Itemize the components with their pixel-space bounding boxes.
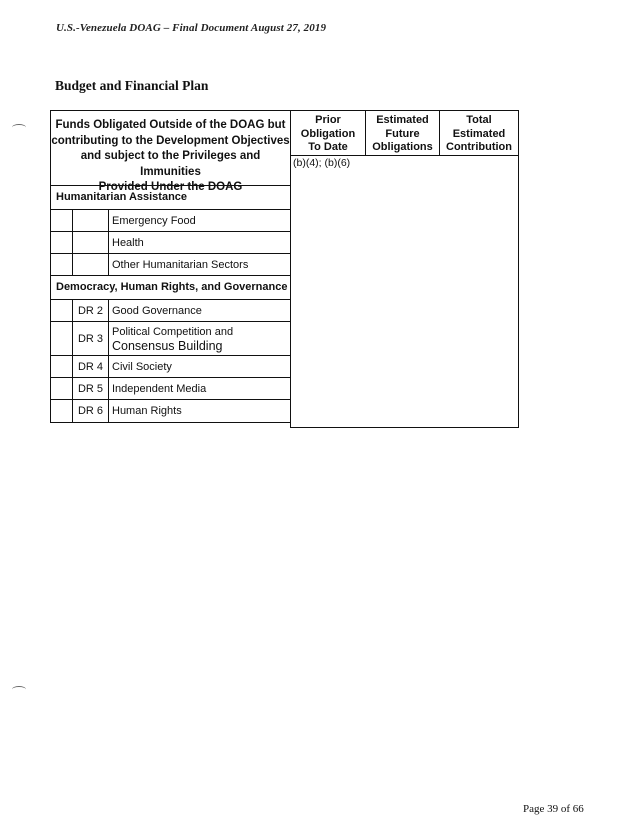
table-row (51, 232, 290, 254)
column-total-estimated: Total Estimated Contribution (439, 111, 518, 155)
funds-header (51, 111, 290, 193)
group-title-democracy: Democracy, Human Rights, and Governance (51, 276, 290, 300)
row-code: DR 4 (73, 356, 109, 377)
row-code: DR 2 (73, 300, 109, 321)
row-code (73, 210, 109, 231)
row-code: DR 3 (73, 322, 109, 355)
row-label: Civil Society (112, 360, 172, 373)
row-label: Human Rights (112, 405, 182, 417)
row-code: DR 5 (73, 378, 109, 399)
row-label: Good Governance (112, 304, 202, 317)
scan-mark (12, 124, 26, 131)
amounts-header (291, 111, 518, 156)
row-code: DR 6 (73, 400, 109, 422)
funds-header-line: contributing to the Development Objectives (51, 134, 290, 147)
row-label: Emergency Food (112, 214, 196, 227)
financial-amounts-table (290, 110, 519, 428)
funds-category-table (50, 110, 291, 423)
scan-mark (12, 686, 26, 693)
row-code (73, 254, 109, 275)
row-code (73, 232, 109, 253)
funds-header-line: Provided Under the DOAG (98, 181, 243, 193)
funds-header-line: Funds Obligated Outside of the DOAG but (55, 119, 286, 131)
funds-header-line: and subject to the Privileges and Immunities (80, 150, 261, 178)
row-label: Other Humanitarian Sectors (112, 258, 249, 271)
row-label: Independent Media (112, 382, 207, 395)
table-row (51, 210, 290, 232)
section-title: Budget and Financial Plan (55, 78, 209, 93)
column-prior-obligation: Prior Obligation To Date (300, 114, 356, 153)
row-label: Health (112, 236, 144, 249)
running-header: U.S.-Venezuela DOAG – Final Document August 27, 2019 (56, 22, 327, 34)
row-label-line: Consensus Building (112, 338, 223, 353)
table-row (51, 254, 290, 276)
table-row (51, 400, 290, 422)
table-row (51, 378, 290, 400)
row-label-line: Political Competition and (112, 325, 234, 338)
table-row (51, 322, 290, 356)
table-row (51, 356, 290, 378)
row-label (109, 322, 290, 355)
column-estimated-future: Estimated Future Obligations (365, 111, 439, 155)
group-title-humanitarian: Humanitarian Assistance (51, 186, 290, 210)
redaction-note: (b)(4); (b)(6) (293, 157, 351, 169)
page-number: Page 39 of 66 (523, 803, 584, 815)
table-row (51, 300, 290, 322)
